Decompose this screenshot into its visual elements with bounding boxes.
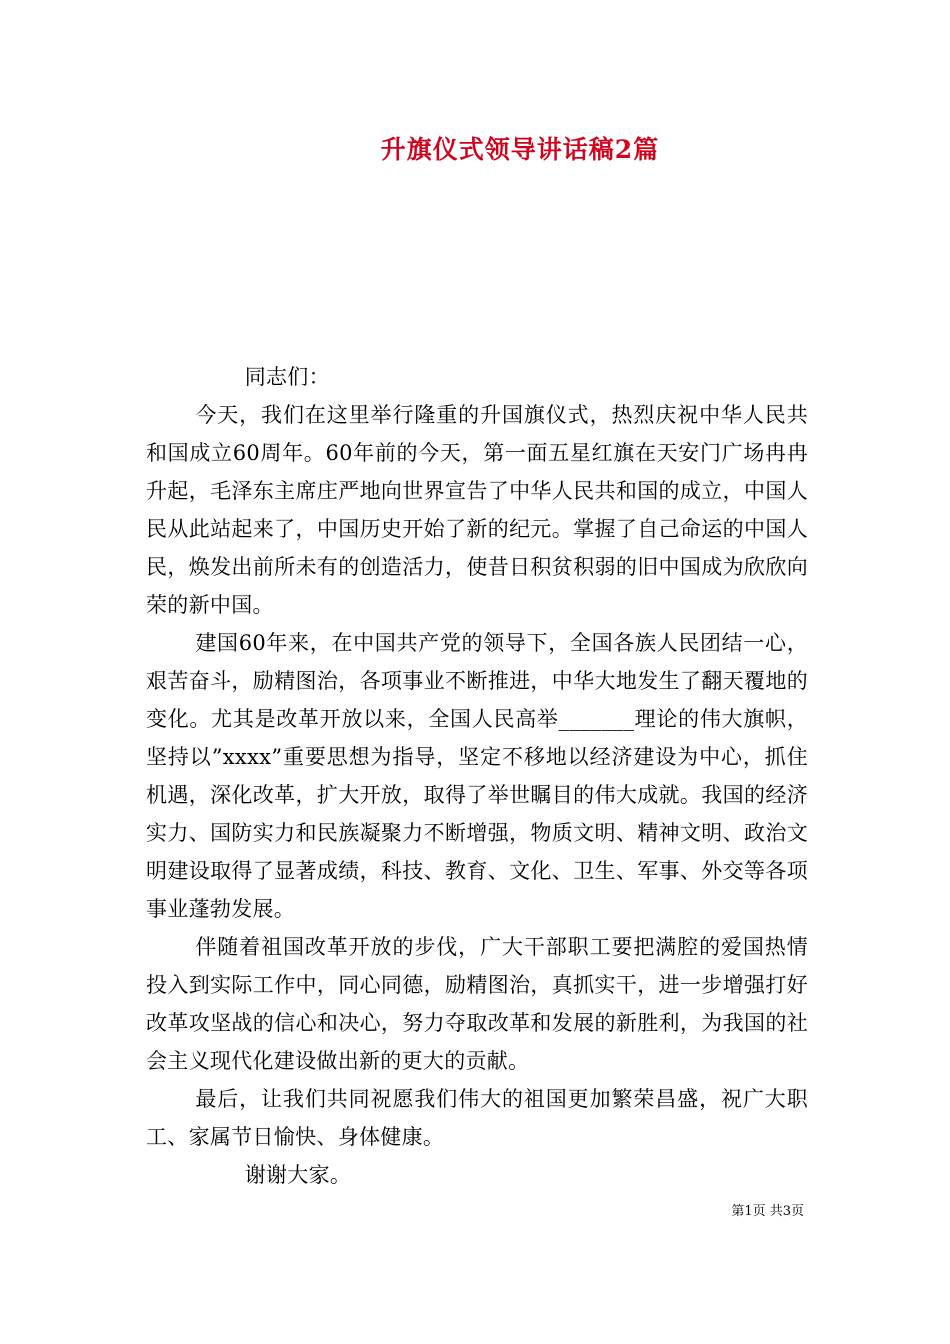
document-body bbox=[146, 358, 808, 1194]
paragraph-4: 最后，让我们共同祝愿我们伟大的祖国更加繁荣昌盛，祝广大职工、家属节日愉快、身体健康。 bbox=[146, 1087, 808, 1149]
document-title: 升旗仪式领导讲话稿2篇 bbox=[380, 135, 660, 164]
paragraph-1: 今天，我们在这里举行隆重的升国旗仪式，热烈庆祝中华人民共和国成立60周年。60年前的今天，第一面五星红旗在天安门广场冉冉升起，毛泽东主席庄严地向世界宣告了中华人民共和国的成立，中国人民从此站起来了，中国历史开始了新的纪元。掌握了自己命运的中国人民，焕发出前所未有的创造活力，使昔日积贫积弱的旧中国成为欣欣向荣的新中国。 bbox=[146, 403, 808, 617]
salutation: 同志们： bbox=[244, 365, 330, 389]
page-number-footer: 第1页 共3页 bbox=[731, 1204, 804, 1219]
paragraph-2: 建国60年来，在中国共产党的领导下，全国各族人民团结一心，艰苦奋斗，励精图治，各项事业不断推进，中华大地发生了翻天覆地的变化。尤其是改革开放以来，全国人民高举_______理论的伟大旗帜，坚持以”xxxx”重要思想为指导，坚定不移地以经济建设为中心，抓住机遇，深化改革，扩大开放，取得了举世瞩目的伟大成就。我国的经济实力、国防实力和民族凝聚力不断增强，物质文明、精神文明、政治文明建设取得了显著成绩，科技、教育、文化、卫生、军事、外交等各项事业蓬勃发展。 bbox=[146, 631, 808, 921]
paragraph-3: 伴随着祖国改革开放的步伐，广大干部职工要把满腔的爱国热情投入到实际工作中，同心同德，励精图治，真抓实干，进一步增强打好改革攻坚战的信心和决心，努力夺取改革和发展的新胜利，为我国的社会主义现代化建设做出新的更大的贡献。 bbox=[146, 935, 808, 1073]
closing-line: 谢谢大家。 bbox=[244, 1163, 352, 1187]
